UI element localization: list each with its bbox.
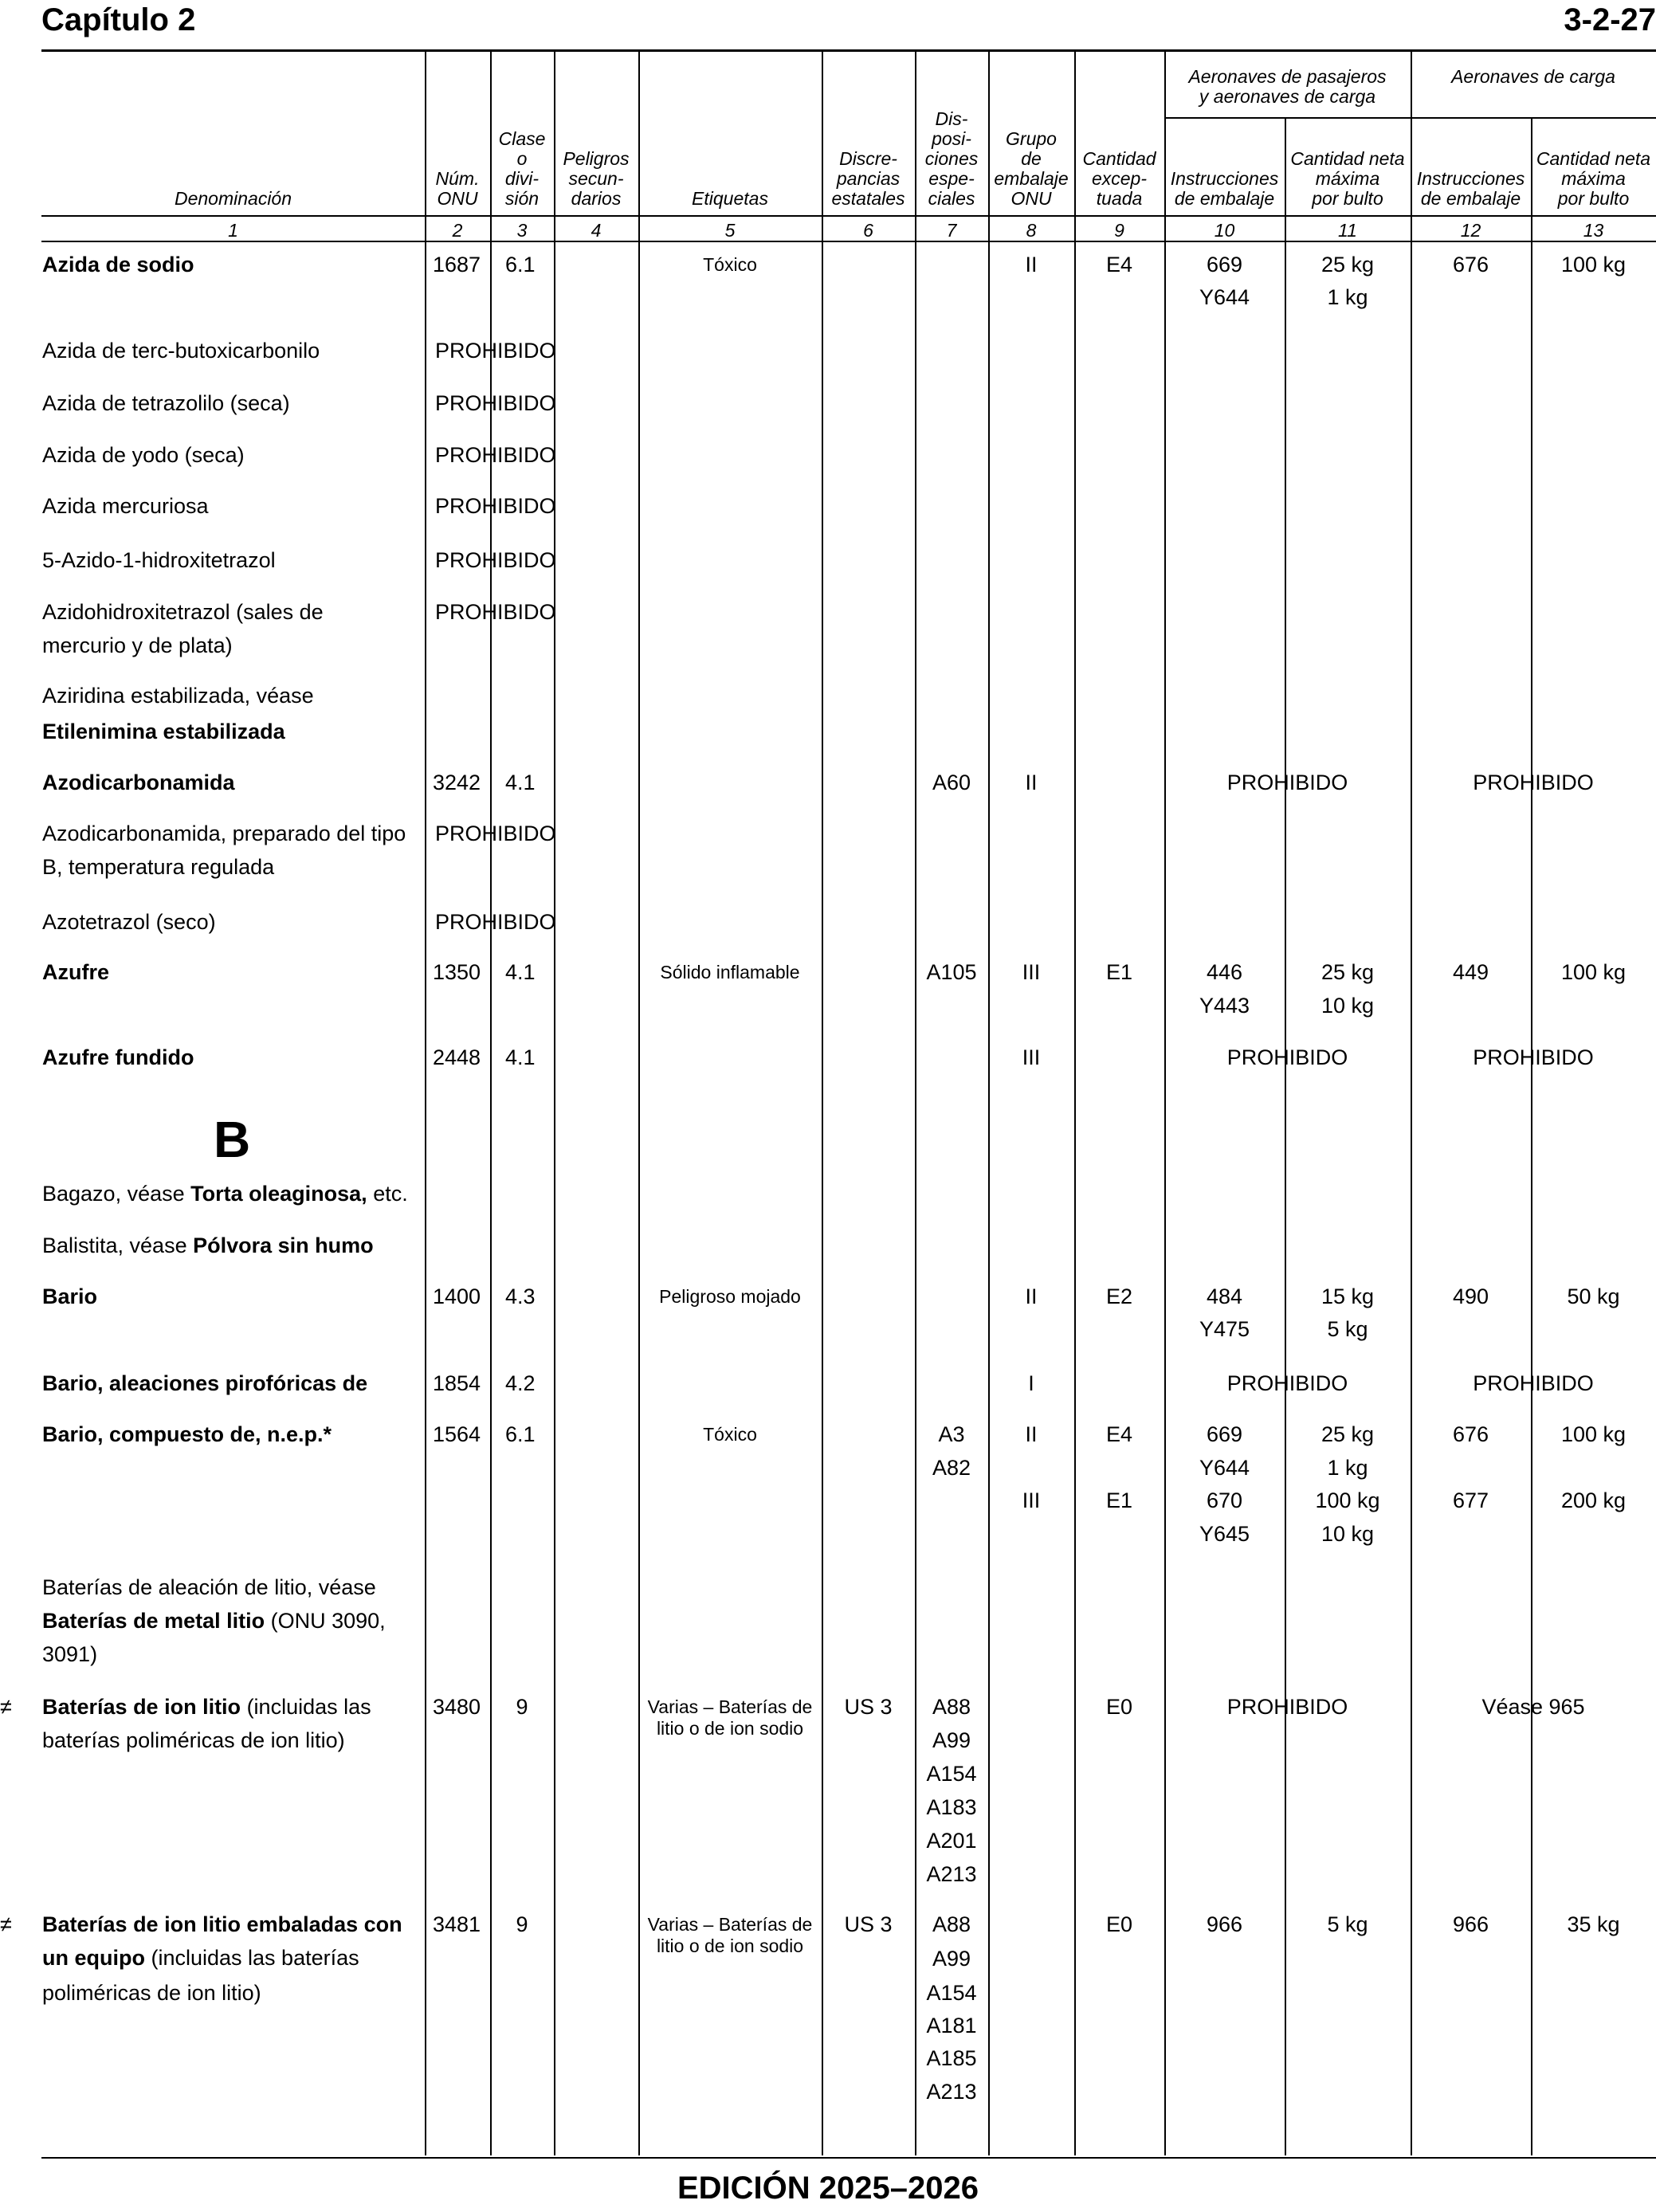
entry-name-suffix: (incluidas las baterías: [144, 1946, 359, 1970]
entry-class: 9: [516, 1695, 528, 1719]
entry-pax-instruction: Y475: [1199, 1317, 1250, 1341]
entry-pax-quantity: 100 kg: [1315, 1488, 1380, 1512]
entry-cargo-instruction: 676: [1452, 253, 1489, 276]
entry-forbidden: PROHIBIDO: [435, 443, 556, 467]
entry-special-provision: A154: [926, 1762, 977, 1786]
header-instr-carga: [1411, 169, 1531, 209]
colnum-7: 7: [946, 220, 957, 241]
entry-class: 4.1: [505, 960, 536, 984]
entry-pax-instruction: Y443: [1199, 994, 1250, 1018]
header-disposiciones-l4: espe-: [928, 168, 975, 189]
header-clase-l2: o: [516, 148, 528, 169]
header-cant-carga-l3: por bulto: [1557, 188, 1630, 209]
entry-pax-instruction: Y645: [1199, 1522, 1250, 1546]
entry-excepted-qty: E1: [1105, 1488, 1133, 1512]
colnum-9: 9: [1114, 220, 1124, 241]
colnum-10: 10: [1214, 220, 1235, 241]
header-disposiciones-l1: Dis-: [935, 108, 968, 129]
group-header-rule: [1164, 117, 1656, 119]
entry-name-cont: mercurio y de plata): [42, 633, 233, 657]
header-carga-group: Aeronaves de carga: [1451, 66, 1615, 87]
col-line-4: [554, 52, 555, 2155]
entry-forbidden: PROHIBIDO: [435, 600, 556, 624]
entry-see-reference: Etilenimina estabilizada: [42, 720, 285, 743]
col-line-2: [425, 52, 426, 2155]
entry-pax-instruction: 669: [1206, 1422, 1243, 1446]
entry-label: Peligroso mojado: [659, 1286, 801, 1307]
header-peligros-l1: Peligros: [563, 148, 630, 169]
table-bottom-rule: [41, 2157, 1656, 2159]
header-discrepancias-l1: Discre-: [839, 148, 897, 169]
entry-un-number: 1400: [433, 1284, 481, 1308]
entry-label-l2: litio o de ion sodio: [656, 1718, 804, 1739]
entry-cargo-quantity: 200 kg: [1560, 1488, 1627, 1512]
entry-un-number: 1350: [433, 960, 481, 984]
header-etiquetas: Etiquetas: [692, 188, 768, 209]
entry-see-reference: Torta oleaginosa,: [190, 1182, 367, 1206]
header-instr-pasajeros: [1164, 169, 1285, 209]
header-cantidad-exceptuada-l3: tuada: [1096, 188, 1143, 209]
entry-un-number: 3242: [433, 771, 481, 794]
entry-special-provision: A213: [926, 1862, 977, 1886]
header-instr-pasajeros-l1: Instrucciones: [1170, 168, 1279, 189]
entry-name: Aziridina estabilizada, véase: [42, 684, 314, 708]
entry-forbidden: PROHIBIDO: [435, 910, 556, 934]
entry-class: 9: [516, 1912, 528, 1936]
entry-see-reference: Baterías de metal litio: [42, 1609, 265, 1633]
entry-name: Azufre fundido: [42, 1045, 194, 1069]
entry-special-provision: A154: [926, 1981, 977, 2005]
entry-special-provision: A201: [926, 1829, 977, 1853]
entry-name-bold: un equipo: [42, 1946, 145, 1970]
entry-pax-quantity: 25 kg: [1320, 253, 1375, 276]
entry-name: Azufre: [42, 960, 110, 984]
entry-special-provision: A82: [932, 1456, 971, 1480]
entry-pax-instruction: 484: [1206, 1284, 1243, 1308]
header-clase-l1: Clase: [498, 128, 546, 149]
entry-name-cont: [42, 1605, 386, 1637]
entry-pax-forbidden: PROHIBIDO: [1226, 1695, 1348, 1719]
section-letter: B: [214, 1111, 251, 1168]
entry-name: Bario, compuesto de, n.e.p.*: [42, 1422, 332, 1446]
entry-special-provision: A185: [926, 2046, 977, 2070]
entry-state-variation: US 3: [844, 1695, 893, 1719]
header-discrepancias: [822, 149, 915, 209]
colnum-11: 11: [1338, 220, 1357, 241]
entry-special-provision: A60: [932, 771, 971, 794]
entry-name: Baterías de aleación de litio, véase: [42, 1575, 376, 1599]
col-line-6: [822, 52, 823, 2155]
header-clase-l3: divi-: [504, 168, 540, 189]
entry-name-cont: baterías poliméricas de ion litio): [42, 1728, 345, 1752]
entry-pax-instruction: Y644: [1199, 1456, 1250, 1480]
entry-pax-quantity: 1 kg: [1327, 1456, 1368, 1480]
col-line-3: [490, 52, 492, 2155]
entry-excepted-qty: E2: [1105, 1284, 1133, 1308]
entry-pax-quantity: 5 kg: [1327, 1912, 1368, 1936]
entry-name-cont: [42, 1942, 359, 1975]
header-instr-carga-l2: de embalaje: [1420, 188, 1521, 209]
entry-excepted-qty: E4: [1105, 1422, 1133, 1446]
entry-cargo-forbidden: PROHIBIDO: [1473, 1371, 1594, 1395]
entry-pax-instruction: 669: [1206, 253, 1243, 276]
entry-pax-quantity: 1 kg: [1327, 285, 1368, 309]
entry-pax-instruction: Y644: [1199, 285, 1250, 309]
entry-pax-quantity: 25 kg: [1320, 960, 1375, 984]
header-cant-pasajeros-l2: máxima: [1315, 168, 1380, 189]
header-num-onu-l2: ONU: [437, 188, 478, 209]
header-discrepancias-l3: estatales: [831, 188, 905, 209]
entry-forbidden: PROHIBIDO: [435, 494, 556, 518]
header-peligros-l3: darios: [571, 188, 622, 209]
entry-pax-quantity: 10 kg: [1320, 1522, 1375, 1546]
header-cant-carga-l2: máxima: [1561, 168, 1626, 189]
entry-forbidden: PROHIBIDO: [435, 548, 556, 572]
entry-name: Azotetrazol (seco): [42, 910, 216, 934]
entry-cargo-forbidden: PROHIBIDO: [1473, 1045, 1594, 1069]
page-number: 3-2-27: [1564, 2, 1656, 37]
entry-name-suffix: (ONU 3090,: [265, 1609, 386, 1633]
entry-label: [638, 1696, 822, 1739]
entry-class: 4.2: [505, 1371, 536, 1395]
header-grupo-l2: de: [1021, 148, 1042, 169]
entry-name: Azodicarbonamida: [42, 771, 235, 794]
header-grupo-l3: embalaje: [994, 168, 1069, 189]
entry-name: Azida de tetrazolilo (seca): [42, 391, 290, 415]
header-disposiciones-l5: ciales: [928, 188, 975, 209]
entry-packing-group: I: [1028, 1371, 1034, 1395]
entry-forbidden: PROHIBIDO: [435, 391, 556, 415]
entry-cargo-instruction: 449: [1452, 960, 1489, 984]
entry-un-number: 3481: [433, 1912, 481, 1936]
entry-cargo-quantity: 50 kg: [1567, 1284, 1620, 1308]
entry-special-provision: A88: [932, 1695, 971, 1719]
entry-class: 6.1: [505, 1422, 536, 1446]
colnum-2: 2: [452, 220, 463, 241]
entry-un-number: 1687: [433, 253, 481, 276]
entry-name: [42, 1230, 374, 1262]
entry-name-cont: B, temperatura regulada: [42, 855, 275, 879]
entry-packing-group: III: [1022, 1488, 1041, 1512]
header-instr-carga-l1: Instrucciones: [1416, 168, 1525, 189]
entry-forbidden: PROHIBIDO: [435, 822, 556, 845]
entry-un-number: 1564: [433, 1422, 481, 1446]
header-cant-pasajeros-l3: por bulto: [1312, 188, 1383, 209]
header-grupo-l4: ONU: [1010, 188, 1052, 209]
entry-cargo-instruction: 676: [1452, 1422, 1489, 1446]
revision-mark: ≠: [0, 1912, 12, 1936]
col-line-12: [1411, 52, 1412, 2155]
col-line-9: [1074, 52, 1076, 2155]
entry-cargo-instruction: 490: [1452, 1284, 1489, 1308]
entry-name: Azidohidroxitetrazol (sales de: [42, 600, 324, 624]
entry-cargo-instruction: 677: [1452, 1488, 1489, 1512]
entry-packing-group: II: [1025, 771, 1038, 794]
header-clase: [490, 129, 554, 209]
entry-pax-forbidden: PROHIBIDO: [1226, 1045, 1348, 1069]
entry-pax-forbidden: PROHIBIDO: [1226, 1371, 1348, 1395]
header-denominacion: Denominación: [174, 188, 292, 209]
entry-class: 4.3: [505, 1284, 536, 1308]
entry-name-suffix: etc.: [367, 1182, 408, 1206]
colnum-12: 12: [1460, 220, 1481, 241]
chapter-title: Capítulo 2: [41, 2, 196, 37]
entry-class: 4.1: [505, 771, 536, 794]
entry-label-l1: Varias – Baterías de: [647, 1696, 813, 1717]
entry-forbidden: PROHIBIDO: [435, 339, 556, 363]
entry-special-provision: A88: [932, 1912, 971, 1936]
entry-name-cont: poliméricas de ion litio): [42, 1981, 261, 2005]
header-disposiciones-l3: ciones: [924, 148, 979, 169]
revision-mark: ≠: [0, 1695, 12, 1719]
entry-cargo-quantity: 100 kg: [1560, 253, 1627, 276]
edition-footer: EDICIÓN 2025–2026: [677, 2171, 979, 2206]
entry-name-text: Bagazo, véase: [42, 1182, 191, 1206]
header-peligros: [554, 149, 638, 209]
entry-special-provision: A183: [926, 1795, 977, 1819]
header-cant-pasajeros-l1: Cantidad neta: [1290, 148, 1405, 169]
colnum-13: 13: [1583, 220, 1604, 241]
header-cantidad-exceptuada: [1074, 149, 1164, 209]
entry-name-bold: Baterías de ion litio: [42, 1695, 241, 1719]
header-discrepancias-l2: pancias: [836, 168, 901, 189]
entry-cargo-quantity: 100 kg: [1560, 1422, 1627, 1446]
entry-label: [638, 1914, 822, 1957]
entry-un-number: 1854: [433, 1371, 481, 1395]
entry-packing-group: II: [1025, 253, 1038, 276]
entry-pax-quantity: 15 kg: [1320, 1284, 1375, 1308]
colnum-8: 8: [1026, 220, 1037, 241]
colnum-4: 4: [591, 220, 602, 241]
entry-label: Sólido inflamable: [660, 962, 800, 982]
entry-cargo-quantity: 100 kg: [1560, 960, 1627, 984]
header-peligros-l2: secun-: [568, 168, 624, 189]
entry-special-provision: A105: [926, 960, 977, 984]
entry-name-suffix: (incluidas las: [241, 1695, 371, 1719]
entry-name-text: Balistita, véase: [42, 1233, 194, 1257]
entry-class: 6.1: [505, 253, 536, 276]
header-cant-carga: [1531, 149, 1656, 209]
entry-name: Bario: [42, 1284, 98, 1308]
entry-label: Tóxico: [703, 1424, 757, 1445]
header-grupo-l1: Grupo: [1006, 128, 1057, 149]
header-disposiciones-l2: posi-: [932, 128, 971, 149]
entry-un-number: 3480: [433, 1695, 481, 1719]
col-line-8: [988, 52, 990, 2155]
colnum-5: 5: [724, 220, 736, 241]
entry-cargo-quantity: 35 kg: [1567, 1912, 1620, 1936]
entry-packing-group: II: [1025, 1284, 1038, 1308]
entry-name: Baterías de ion litio embaladas con: [42, 1912, 402, 1936]
entry-un-number: 2448: [433, 1045, 481, 1069]
entry-pax-quantity: 5 kg: [1327, 1317, 1368, 1341]
colnum-6: 6: [863, 220, 873, 241]
entry-state-variation: US 3: [844, 1912, 893, 1936]
entry-name: Azida de yodo (seca): [42, 443, 245, 467]
header-cantidad-exceptuada-l2: excep-: [1091, 168, 1148, 189]
entry-special-provision: A3: [938, 1422, 965, 1446]
header-pasajeros-group-l1: Aeronaves de pasajeros: [1188, 66, 1387, 87]
entry-pax-quantity: 10 kg: [1320, 994, 1375, 1018]
header-disposiciones: [915, 109, 988, 209]
entry-special-provision: A181: [926, 2014, 977, 2037]
header-pasajeros-group: [1164, 67, 1411, 107]
entry-class: 4.1: [505, 1045, 536, 1069]
entry-name: Azida mercuriosa: [42, 494, 209, 518]
entry-excepted-qty: E1: [1105, 960, 1133, 984]
entry-packing-group: II: [1025, 1422, 1038, 1446]
entry-cargo-instruction: 966: [1452, 1912, 1489, 1936]
col-line-10: [1164, 52, 1166, 2155]
entry-label-l2: litio o de ion sodio: [656, 1936, 804, 1956]
entry-excepted-qty: E0: [1105, 1912, 1133, 1936]
entry-name: [42, 1691, 371, 1724]
header-cant-pasajeros: [1285, 149, 1411, 209]
header-cant-carga-l1: Cantidad neta: [1536, 148, 1651, 169]
entry-excepted-qty: E4: [1105, 253, 1133, 276]
entry-special-provision: A213: [926, 2080, 977, 2104]
entry-excepted-qty: E0: [1105, 1695, 1133, 1719]
entry-pax-forbidden: PROHIBIDO: [1226, 771, 1348, 794]
entry-name: Azodicarbonamida, preparado del tipo: [42, 822, 406, 845]
entry-name: Azida de sodio: [42, 253, 194, 276]
entry-packing-group: III: [1022, 1045, 1041, 1069]
entry-name: Azida de terc-butoxicarbonilo: [42, 339, 320, 363]
entry-pax-instruction: 670: [1206, 1488, 1243, 1512]
entry-pax-instruction: 446: [1206, 960, 1243, 984]
entry-name: [42, 1178, 408, 1210]
entry-special-provision: A99: [932, 1728, 971, 1752]
header-num-onu: [425, 169, 490, 209]
header-num-onu-l1: Núm.: [435, 168, 480, 189]
entry-name: 5-Azido-1-hidroxitetrazol: [42, 548, 276, 572]
entry-label: Tóxico: [703, 254, 757, 275]
entry-name: Bario, aleaciones pirofóricas de: [42, 1371, 368, 1395]
entry-cargo-forbidden: PROHIBIDO: [1473, 771, 1594, 794]
col-line-11: [1285, 119, 1286, 2155]
colnum-3: 3: [516, 220, 528, 241]
header-pasajeros-group-l2: y aeronaves de carga: [1199, 86, 1376, 107]
header-clase-l4: sión: [504, 188, 540, 209]
header-bottom-rule: [41, 215, 1656, 217]
entry-pax-quantity: 25 kg: [1320, 1422, 1375, 1446]
header-rule: [41, 49, 1656, 52]
entry-packing-group: III: [1022, 960, 1041, 984]
entry-cargo-see: Véase 965: [1481, 1695, 1585, 1719]
header-grupo: [988, 129, 1074, 209]
entry-pax-instruction: 966: [1206, 1912, 1243, 1936]
entry-see-reference: Pólvora sin humo: [193, 1233, 374, 1257]
col-line-5: [638, 52, 640, 2155]
header-instr-pasajeros-l2: de embalaje: [1174, 188, 1275, 209]
entry-name-cont: 3091): [42, 1642, 98, 1666]
entry-label-l1: Varias – Baterías de: [647, 1914, 813, 1935]
header-cantidad-exceptuada-l1: Cantidad: [1082, 148, 1156, 169]
entry-special-provision: A99: [932, 1947, 971, 1971]
col-line-13: [1531, 119, 1532, 2155]
colnum-1: 1: [228, 220, 238, 241]
